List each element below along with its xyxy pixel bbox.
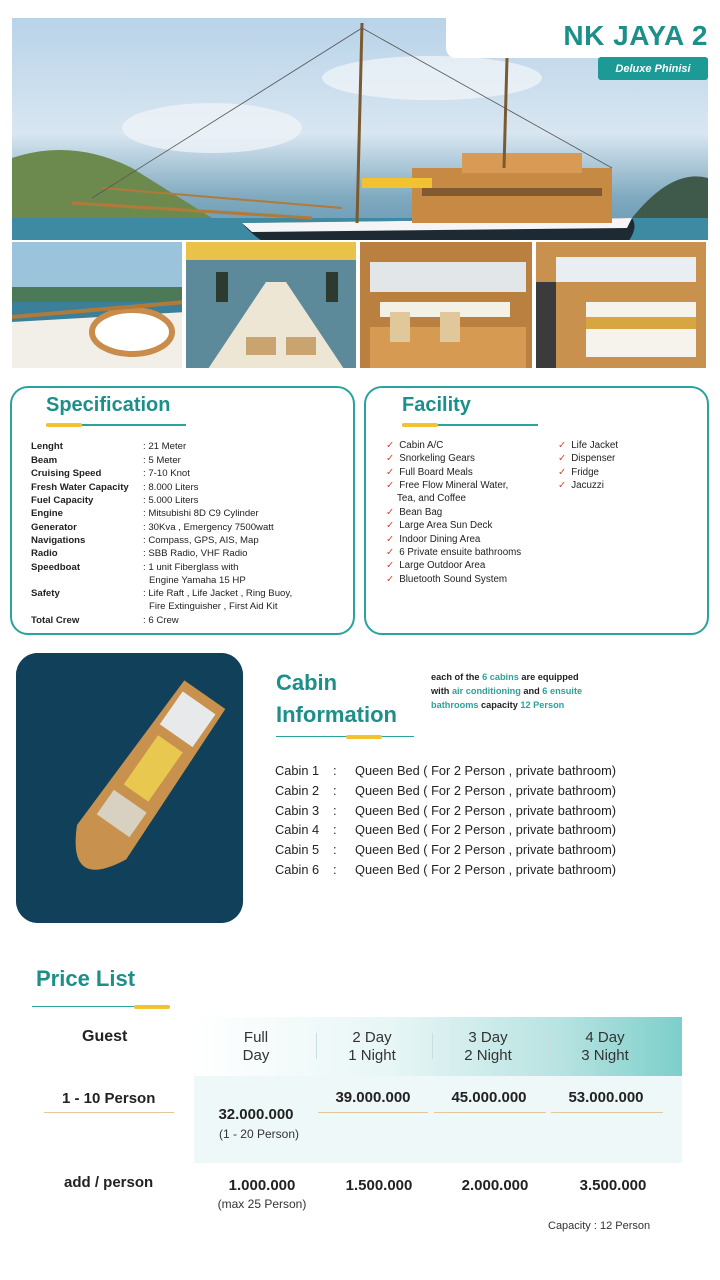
spec-label: Engine	[31, 508, 63, 519]
spec-value-cont: Fire Extinguisher , First Aid Kit	[149, 601, 278, 612]
photo-cabin-bed	[534, 240, 708, 370]
cabin-underline	[276, 736, 414, 737]
photo-jacuzzi-deck	[10, 240, 184, 370]
cabin-row	[275, 783, 616, 798]
spec-value: : 7-10 Knot	[143, 468, 190, 479]
page-title: NK JAYA 2	[563, 20, 708, 51]
spec-label: Fuel Capacity	[31, 495, 94, 506]
photo-ship-aerial	[16, 653, 243, 923]
facility-item: ✓ Large Outdoor Area	[386, 560, 486, 571]
spec-value: : SBB Radio, VHF Radio	[143, 548, 248, 559]
check-icon: ✓	[386, 440, 395, 451]
spec-label: Beam	[31, 455, 58, 466]
cabin-name: Cabin 4	[275, 822, 320, 838]
spec-value: : Compass, GPS, AIS, Map	[143, 535, 259, 546]
check-icon: ✓	[558, 480, 567, 491]
addon-full-day-note: (max 25 Person)	[217, 1197, 307, 1211]
cabin-name: Cabin 2	[275, 782, 320, 798]
cabin-name: Cabin 1	[275, 763, 320, 778]
facility-item: ✓ 6 Private ensuite bathrooms	[386, 547, 522, 558]
cabin-desc: Queen Bed ( For 2 Person , private bathroom)	[355, 763, 617, 778]
check-icon: ✓	[386, 520, 395, 531]
check-icon: ✓	[558, 440, 567, 451]
cabin-title	[276, 667, 397, 731]
cabin-name: Cabin 6	[275, 862, 320, 877]
facility-item: ✓ Jacuzzi	[558, 480, 604, 491]
spec-label: Cruising Speed	[31, 468, 102, 479]
spec-label: Radio	[31, 548, 58, 559]
specification-title: Specification	[46, 394, 171, 416]
header-full-day: Full Day	[242, 1029, 270, 1064]
facility-item: ✓ Bluetooth Sound System	[386, 574, 508, 585]
spec-label: Safety	[31, 588, 60, 599]
cabin-row	[275, 842, 616, 857]
facility-item: ✓ Bean Bag	[386, 507, 443, 518]
addon-2day: 1.500.000	[345, 1177, 413, 1194]
facility-item: ✓ Large Area Sun Deck	[386, 520, 493, 531]
cabin-row	[275, 822, 616, 837]
cabin-sep: :	[333, 822, 337, 838]
type-badge: Deluxe Phinisi	[598, 57, 708, 80]
check-icon: ✓	[386, 467, 395, 478]
specification-underline	[46, 424, 186, 426]
spec-label: Total Crew	[31, 615, 80, 626]
check-icon: ✓	[386, 453, 395, 464]
price-full-day-note: (1 - 20 Person)	[218, 1127, 300, 1141]
cabin-desc: Queen Bed ( For 2 Person , private bathroom)	[355, 802, 617, 818]
cabin-desc: Queen Bed ( For 2 Person , private bathroom)	[355, 842, 617, 858]
cabin-desc: Queen Bed ( For 2 Person , private bathroom)	[355, 862, 617, 877]
check-icon: ✓	[558, 453, 567, 464]
spec-value: : 21 Meter	[143, 441, 187, 452]
spec-value: : 8.000 Liters	[143, 482, 199, 493]
cabin-sep: :	[333, 763, 337, 778]
spec-value: : 1 unit Fiberglass with	[143, 562, 239, 573]
photo-sun-deck	[184, 240, 358, 370]
facility-item: ✓ Snorkeling Gears	[386, 453, 475, 464]
addon-3day: 2.000.000	[461, 1177, 529, 1194]
facility-item: ✓ Dispenser	[558, 453, 616, 464]
spec-label: Fresh Water Capacity	[31, 482, 129, 493]
spec-label: Lenght	[31, 441, 63, 452]
spec-value: : Mitsubishi 8D C9 Cylinder	[143, 508, 259, 519]
header-3day: 3 Day 2 Night	[464, 1029, 512, 1064]
spec-value-cont: Engine Yamaha 15 HP	[149, 575, 246, 586]
cabin-sep: :	[333, 802, 337, 818]
row2-label: add / person	[64, 1174, 154, 1191]
facility-underline	[402, 424, 538, 426]
check-icon: ✓	[386, 534, 395, 545]
price-4day: 53.000.000	[568, 1089, 644, 1106]
cabin-desc: Queen Bed ( For 2 Person , private bathroom)	[355, 782, 617, 798]
spec-value: : Life Raft , Life Jacket , Ring Buoy,	[143, 588, 293, 599]
price-2day: 39.000.000	[335, 1089, 411, 1106]
cabin-row	[275, 862, 616, 877]
check-icon: ✓	[386, 480, 395, 491]
price-full-day: 32.000.000	[218, 1106, 294, 1123]
price-3day: 45.000.000	[451, 1089, 527, 1106]
spec-label: Generator	[31, 522, 77, 533]
header-2day: 2 Day 1 Night	[348, 1029, 396, 1064]
check-icon: ✓	[386, 574, 395, 585]
facility-item: ✓ Cabin A/C	[386, 440, 444, 451]
spec-value: : 5 Meter	[143, 455, 181, 466]
facility-item: ✓ Indoor Dining Area	[386, 534, 481, 545]
guest-label: Guest	[82, 1028, 128, 1045]
cabin-desc: Queen Bed ( For 2 Person , private bathroom)	[355, 822, 617, 838]
cabin-name: Cabin 3	[275, 802, 320, 818]
spec-label: Navigations	[31, 535, 86, 546]
check-icon: ✓	[386, 547, 395, 558]
header-4day: 4 Day 3 Night	[581, 1029, 629, 1064]
capacity-note: Capacity : 12 Person	[548, 1220, 651, 1232]
check-icon: ✓	[386, 507, 395, 518]
facility-title: Facility	[402, 394, 471, 416]
cabin-title-line2: Information	[276, 702, 397, 727]
cabin-title-line1: Cabin	[276, 670, 338, 695]
cabin-sep: :	[333, 842, 337, 858]
price-title: Price List	[36, 966, 136, 991]
row1-label: 1 - 10 Person	[62, 1090, 156, 1107]
facility-item: ✓ Free Flow Mineral Water,	[386, 480, 509, 491]
spec-value: : 5.000 Liters	[143, 495, 199, 506]
cabin-row	[275, 803, 616, 818]
spec-value: : 30Kva , Emergency 7500watt	[143, 522, 274, 533]
spec-value: : 6 Crew	[143, 615, 179, 626]
facility-item: ✓ Fridge	[558, 467, 599, 478]
facility-item: ✓ Full Board Meals	[386, 467, 473, 478]
addon-4day: 3.500.000	[579, 1177, 647, 1194]
spec-label: Speedboat	[31, 562, 81, 573]
cabin-note: each of the 6 cabins are equipped with air conditioning and 6 ensuite bathrooms capacity 12 Person	[431, 672, 583, 710]
price-underline	[32, 1006, 170, 1007]
check-icon: ✓	[558, 467, 567, 478]
cabin-sep: :	[333, 862, 337, 877]
check-icon: ✓	[386, 560, 395, 571]
cabin-row	[275, 763, 616, 778]
photo-dining-area	[358, 240, 534, 370]
facility-item-cont: Tea, and Coffee	[397, 493, 466, 504]
cabin-name: Cabin 5	[275, 842, 320, 858]
addon-full-day: 1.000.000	[228, 1177, 296, 1194]
cabin-sep: :	[333, 782, 337, 798]
facility-item: ✓ Life Jacket	[558, 440, 619, 451]
